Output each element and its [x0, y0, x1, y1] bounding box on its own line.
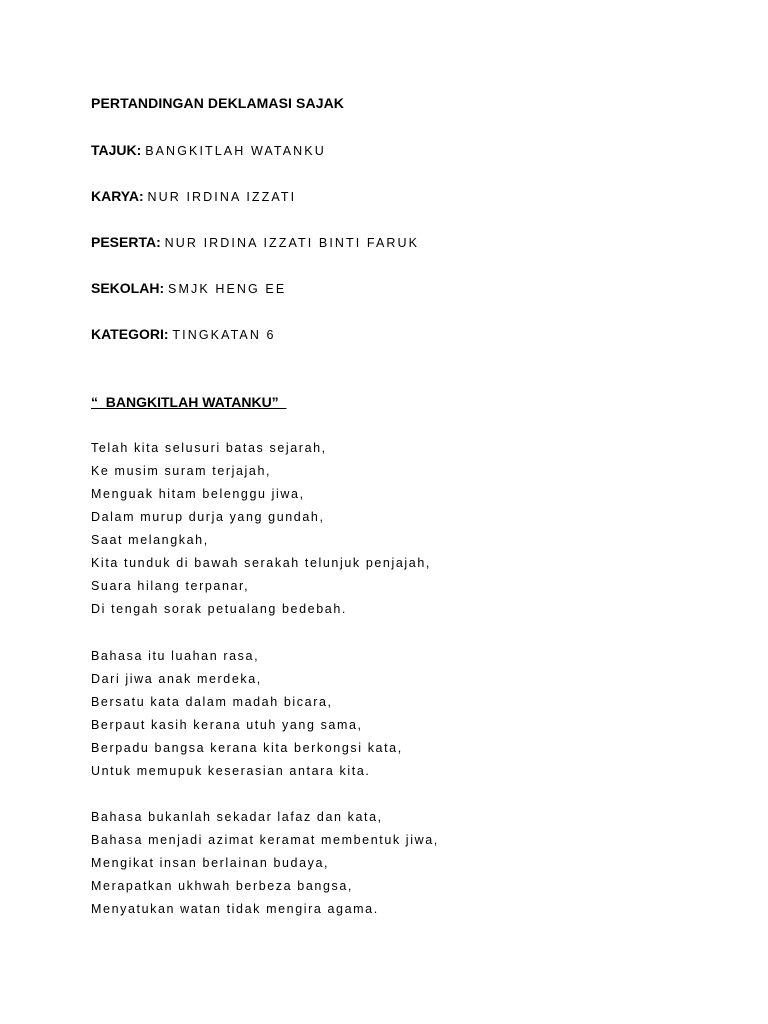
poem-line: Ke musim suram terjajah, [91, 464, 272, 478]
field-tajuk [91, 141, 326, 160]
poem-line: Mengikat insan berlainan budaya, [91, 856, 330, 870]
field-karya [91, 187, 296, 206]
field-label: PESERTA: [91, 234, 161, 250]
field-kategori [91, 325, 276, 344]
poem-stanza-2 [91, 645, 403, 783]
poem-line: Bahasa menjadi azimat keramat membentuk jiwa, [91, 833, 439, 847]
poem-line: Untuk memupuk keserasian antara kita. [91, 764, 371, 778]
poem-line: Berpaut kasih kerana utuh yang sama, [91, 718, 363, 732]
field-peserta [91, 233, 419, 252]
poem-line: Merapatkan ukhwah berbeza bangsa, [91, 879, 353, 893]
poem-line: Berpadu bangsa kerana kita berkongsi kata, [91, 741, 403, 755]
poem-line: Bahasa bukanlah sekadar lafaz dan kata, [91, 810, 383, 824]
field-label: KATEGORI: [91, 326, 169, 342]
poem-stanza-1 [91, 437, 431, 621]
field-value: SMJK HENG EE [168, 282, 287, 296]
poem-line: Bersatu kata dalam madah bicara, [91, 695, 333, 709]
poem-title: “ BANGKITLAH WATANKU” [91, 394, 287, 410]
field-value: BANGKITLAH WATANKU [145, 144, 326, 158]
field-label: SEKOLAH: [91, 280, 165, 296]
field-label: KARYA: [91, 188, 144, 204]
poem-line: Menguak hitam belenggu jiwa, [91, 487, 305, 501]
field-value: NUR IRDINA IZZATI [147, 190, 297, 204]
poem-line: Di tengah sorak petualang bedebah. [91, 602, 347, 616]
field-value: TINGKATAN 6 [172, 328, 276, 342]
poem-line: Dari jiwa anak merdeka, [91, 672, 262, 686]
field-sekolah [91, 279, 286, 298]
poem-stanza-3 [91, 806, 439, 921]
poem-line: Suara hilang terpanar, [91, 579, 250, 593]
poem-line: Dalam murup durja yang gundah, [91, 510, 325, 524]
poem-line: Saat melangkah, [91, 533, 209, 547]
field-label: TAJUK: [91, 142, 142, 158]
field-value: NUR IRDINA IZZATI BINTI FARUK [164, 236, 420, 250]
document-title: PERTANDINGAN DEKLAMASI SAJAK [91, 95, 344, 111]
poem-line: Kita tunduk di bawah serakah telunjuk penjajah, [91, 556, 431, 570]
poem-line: Menyatukan watan tidak mengira agama. [91, 902, 379, 916]
poem-line: Bahasa itu luahan rasa, [91, 649, 260, 663]
poem-line: Telah kita selusuri batas sejarah, [91, 441, 327, 455]
